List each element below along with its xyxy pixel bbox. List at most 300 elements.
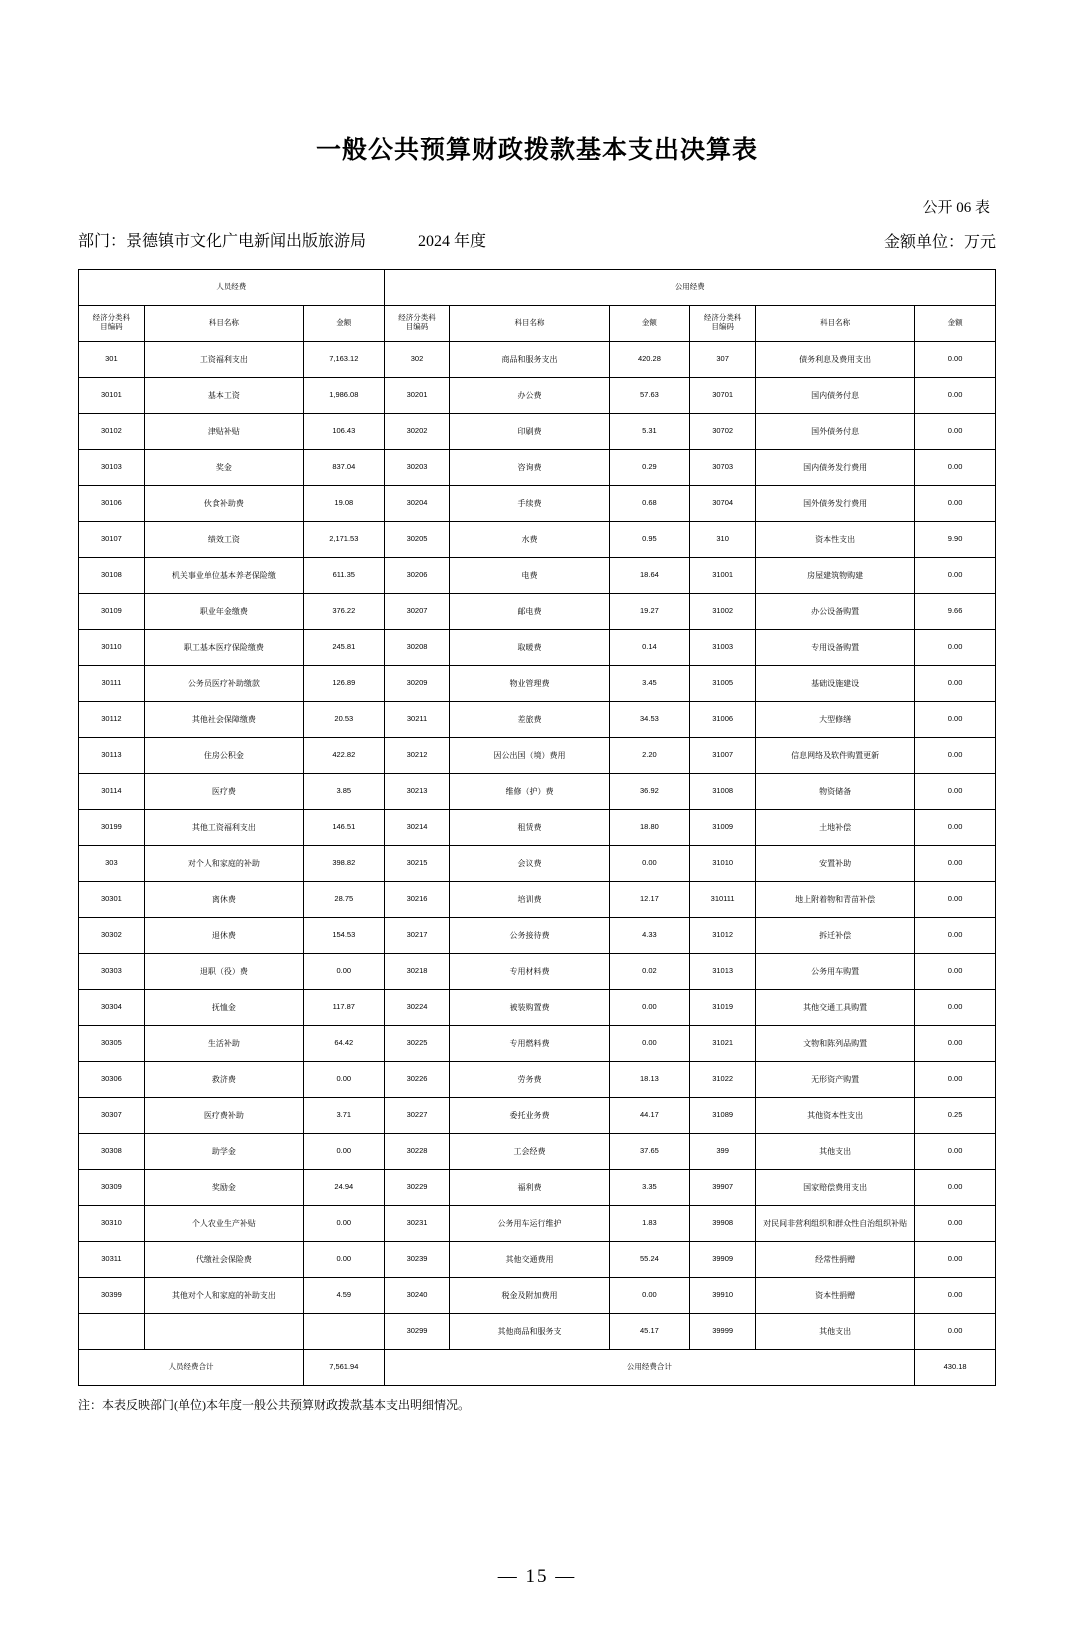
cell-amount-public-b: 0.00	[915, 1313, 996, 1349]
document-meta	[78, 229, 996, 255]
cell-amount-personnel: 28.75	[303, 881, 384, 917]
cell-amount-personnel: 154.53	[303, 917, 384, 953]
cell-amount-public-a: 57.63	[609, 377, 690, 413]
cell-amount-public-a: 5.31	[609, 413, 690, 449]
cell-amount-public-a: 0.02	[609, 953, 690, 989]
cell-amount-public-a: 37.65	[609, 1133, 690, 1169]
cell-amount-public-b: 0.00	[915, 737, 996, 773]
table-row	[79, 1097, 996, 1133]
cell-name-public-a: 被装购置费	[450, 989, 609, 1025]
cell-amount-public-b: 9.66	[915, 593, 996, 629]
cell-code-personnel: 30307	[79, 1097, 145, 1133]
cell-amount-public-b: 0.00	[915, 377, 996, 413]
cell-code-personnel: 30301	[79, 881, 145, 917]
department-name: 景德镇市文化广电新闻出版旅游局	[126, 233, 367, 250]
cell-amount-public-b: 0.00	[915, 701, 996, 737]
cell-code-public-a: 30231	[384, 1205, 450, 1241]
cell-code-public-a: 30208	[384, 629, 450, 665]
cell-amount-personnel: 64.42	[303, 1025, 384, 1061]
cell-amount-public-a: 19.27	[609, 593, 690, 629]
cell-amount-public-b: 0.00	[915, 1205, 996, 1241]
cell-name-personnel: 其他工资福利支出	[144, 809, 303, 845]
cell-name-public-b: 大型修缮	[756, 701, 915, 737]
cell-name-personnel: 津贴补贴	[144, 413, 303, 449]
cell-code-personnel: 30310	[79, 1205, 145, 1241]
table-row	[79, 1061, 996, 1097]
cell-amount-personnel: 422.82	[303, 737, 384, 773]
cell-code-public-b: 31089	[690, 1097, 756, 1133]
cell-name-personnel	[144, 1313, 303, 1349]
cell-code-public-b: 31006	[690, 701, 756, 737]
cell-amount-public-a: 34.53	[609, 701, 690, 737]
amount-unit: 金额单位：万元	[883, 234, 996, 251]
cell-name-personnel: 助学金	[144, 1133, 303, 1169]
cell-name-public-a: 租赁费	[450, 809, 609, 845]
cell-code-personnel: 30311	[79, 1241, 145, 1277]
cell-code-personnel	[79, 1313, 145, 1349]
table-row	[79, 1205, 996, 1241]
cell-amount-personnel: 7,163.12	[303, 341, 384, 377]
cell-code-public-a: 30225	[384, 1025, 450, 1061]
cell-name-personnel: 医疗费	[144, 773, 303, 809]
column-header-row	[79, 305, 996, 341]
cell-amount-personnel: 398.82	[303, 845, 384, 881]
cell-name-public-a: 维修（护）费	[450, 773, 609, 809]
cell-amount-public-a: 2.20	[609, 737, 690, 773]
cell-name-personnel: 基本工资	[144, 377, 303, 413]
cell-code-personnel: 30309	[79, 1169, 145, 1205]
cell-amount-public-b: 0.00	[915, 845, 996, 881]
department-label: 部门：	[78, 233, 127, 250]
cell-code-public-a: 30226	[384, 1061, 450, 1097]
cell-code-public-a: 30206	[384, 557, 450, 593]
cell-name-public-a: 物业管理费	[450, 665, 609, 701]
cell-amount-public-a: 45.17	[609, 1313, 690, 1349]
cell-code-public-b: 31022	[690, 1061, 756, 1097]
col-header-code-2-line2: 目编码	[405, 322, 429, 332]
cell-code-public-a: 30224	[384, 989, 450, 1025]
table-row	[79, 593, 996, 629]
cell-code-public-a: 30214	[384, 809, 450, 845]
cell-amount-public-a: 0.14	[609, 629, 690, 665]
cell-code-public-a: 30201	[384, 377, 450, 413]
group-header-public: 公用经费	[384, 269, 995, 305]
cell-code-personnel: 30108	[79, 557, 145, 593]
col-header-code-1	[79, 305, 145, 341]
cell-amount-personnel: 4.59	[303, 1277, 384, 1313]
cell-amount-public-b: 0.00	[915, 449, 996, 485]
cell-amount-public-b: 0.00	[915, 1133, 996, 1169]
cell-code-personnel: 30306	[79, 1061, 145, 1097]
cell-code-personnel: 30302	[79, 917, 145, 953]
cell-name-public-a: 税金及附加费用	[450, 1277, 609, 1313]
page-number: — 15 —	[497, 1566, 577, 1587]
cell-name-public-b: 其他资本性支出	[756, 1097, 915, 1133]
table-row	[79, 521, 996, 557]
cell-amount-personnel: 0.00	[303, 1133, 384, 1169]
cell-amount-public-b: 0.00	[915, 917, 996, 953]
sheet-number: 公开 06 表	[922, 200, 990, 216]
cell-name-public-b: 对民间非营利组织和群众性自治组织补贴	[756, 1205, 915, 1241]
col-header-name-2: 科目名称	[450, 305, 609, 341]
public-total-label: 公用经费合计	[384, 1349, 915, 1385]
cell-name-public-b: 公务用车购置	[756, 953, 915, 989]
cell-amount-public-a: 0.00	[609, 1025, 690, 1061]
cell-amount-public-b: 0.00	[915, 665, 996, 701]
cell-amount-public-a: 0.00	[609, 989, 690, 1025]
cell-code-public-a: 30209	[384, 665, 450, 701]
cell-name-public-a: 办公费	[450, 377, 609, 413]
cell-amount-public-b: 0.00	[915, 341, 996, 377]
cell-amount-public-b: 0.00	[915, 1241, 996, 1277]
cell-code-personnel: 30199	[79, 809, 145, 845]
document-page	[0, 130, 1074, 1650]
cell-code-public-b: 31019	[690, 989, 756, 1025]
cell-code-personnel: 303	[79, 845, 145, 881]
cell-name-personnel: 其他对个人和家庭的补助支出	[144, 1277, 303, 1313]
cell-name-personnel: 伙食补助费	[144, 485, 303, 521]
cell-name-personnel: 职工基本医疗保险缴费	[144, 629, 303, 665]
group-header-personnel: 人员经费	[79, 269, 385, 305]
cell-amount-personnel: 3.71	[303, 1097, 384, 1133]
col-header-code-2	[384, 305, 450, 341]
cell-code-public-a: 30299	[384, 1313, 450, 1349]
cell-amount-public-a: 0.68	[609, 485, 690, 521]
cell-code-personnel: 301	[79, 341, 145, 377]
budget-table	[78, 269, 996, 1386]
table-row	[79, 1025, 996, 1061]
cell-code-personnel: 30114	[79, 773, 145, 809]
cell-name-public-a: 培训费	[450, 881, 609, 917]
cell-name-personnel: 救济费	[144, 1061, 303, 1097]
cell-amount-public-b: 0.00	[915, 1169, 996, 1205]
cell-amount-personnel: 19.08	[303, 485, 384, 521]
cell-code-public-a: 30205	[384, 521, 450, 557]
cell-amount-public-b: 0.00	[915, 485, 996, 521]
cell-code-public-a: 30227	[384, 1097, 450, 1133]
cell-amount-public-a: 18.13	[609, 1061, 690, 1097]
cell-code-public-b: 399	[690, 1133, 756, 1169]
cell-code-public-b: 31003	[690, 629, 756, 665]
cell-code-public-a: 30204	[384, 485, 450, 521]
cell-code-personnel: 30106	[79, 485, 145, 521]
cell-code-public-b: 31008	[690, 773, 756, 809]
cell-amount-personnel: 126.89	[303, 665, 384, 701]
group-header-row	[79, 269, 996, 305]
cell-amount-public-a: 18.80	[609, 809, 690, 845]
table-row	[79, 1133, 996, 1169]
cell-amount-public-a: 0.95	[609, 521, 690, 557]
col-header-code-2-line1: 经济分类科	[398, 313, 436, 323]
cell-amount-personnel: 0.00	[303, 1061, 384, 1097]
cell-name-public-a: 印刷费	[450, 413, 609, 449]
fiscal-year: 2024 年度	[418, 233, 487, 250]
cell-amount-public-a: 12.17	[609, 881, 690, 917]
cell-name-public-a: 工会经费	[450, 1133, 609, 1169]
cell-amount-public-a: 0.29	[609, 449, 690, 485]
table-note: 注：本表反映部门(单位)本年度一般公共预算财政拨款基本支出明细情况。	[78, 1397, 470, 1412]
cell-amount-personnel	[303, 1313, 384, 1349]
cell-code-public-a: 30215	[384, 845, 450, 881]
cell-code-public-a: 30217	[384, 917, 450, 953]
cell-code-public-b: 31001	[690, 557, 756, 593]
cell-name-public-b: 基础设施建设	[756, 665, 915, 701]
cell-code-personnel: 30110	[79, 629, 145, 665]
cell-code-personnel: 30107	[79, 521, 145, 557]
cell-code-public-a: 30202	[384, 413, 450, 449]
cell-name-public-a: 咨询费	[450, 449, 609, 485]
cell-name-personnel: 公务员医疗补助缴款	[144, 665, 303, 701]
cell-name-public-a: 电费	[450, 557, 609, 593]
col-header-amount-3: 金额	[915, 305, 996, 341]
cell-code-personnel: 30305	[79, 1025, 145, 1061]
cell-name-public-b: 信息网络及软件购置更新	[756, 737, 915, 773]
table-row	[79, 413, 996, 449]
cell-amount-public-b: 0.00	[915, 989, 996, 1025]
cell-name-public-a: 商品和服务支出	[450, 341, 609, 377]
cell-code-public-b: 30701	[690, 377, 756, 413]
cell-amount-personnel: 24.94	[303, 1169, 384, 1205]
table-row	[79, 737, 996, 773]
cell-code-personnel: 30111	[79, 665, 145, 701]
cell-name-public-a: 委托业务费	[450, 1097, 609, 1133]
cell-amount-public-a: 55.24	[609, 1241, 690, 1277]
cell-code-personnel: 30308	[79, 1133, 145, 1169]
cell-code-public-b: 31013	[690, 953, 756, 989]
cell-name-public-b: 土地补偿	[756, 809, 915, 845]
cell-name-public-b: 物资储备	[756, 773, 915, 809]
cell-amount-public-a: 36.92	[609, 773, 690, 809]
cell-name-public-a: 专用燃料费	[450, 1025, 609, 1061]
cell-name-personnel: 职业年金缴费	[144, 593, 303, 629]
cell-name-personnel: 绩效工资	[144, 521, 303, 557]
cell-amount-personnel: 837.04	[303, 449, 384, 485]
cell-code-personnel: 30103	[79, 449, 145, 485]
table-row	[79, 845, 996, 881]
cell-code-public-b: 31005	[690, 665, 756, 701]
cell-amount-public-b: 0.00	[915, 881, 996, 917]
cell-name-public-a: 其他交通费用	[450, 1241, 609, 1277]
cell-name-personnel: 其他社会保障缴费	[144, 701, 303, 737]
cell-amount-personnel: 20.53	[303, 701, 384, 737]
cell-code-public-b: 30703	[690, 449, 756, 485]
cell-amount-personnel: 611.35	[303, 557, 384, 593]
cell-name-personnel: 奖金	[144, 449, 303, 485]
cell-amount-public-b: 0.00	[915, 557, 996, 593]
cell-name-personnel: 工资福利支出	[144, 341, 303, 377]
cell-amount-public-a: 3.35	[609, 1169, 690, 1205]
cell-name-public-b: 文物和陈列品购置	[756, 1025, 915, 1061]
table-row	[79, 377, 996, 413]
cell-code-personnel: 30113	[79, 737, 145, 773]
cell-name-public-b: 专用设备购置	[756, 629, 915, 665]
cell-name-public-b: 国家赔偿费用支出	[756, 1169, 915, 1205]
table-foot	[79, 1349, 996, 1385]
cell-name-public-b: 其他支出	[756, 1313, 915, 1349]
cell-amount-public-a: 4.33	[609, 917, 690, 953]
cell-code-public-b: 39908	[690, 1205, 756, 1241]
page-title: 一般公共预算财政拨款基本支出决算表	[315, 137, 758, 164]
cell-name-personnel: 奖励金	[144, 1169, 303, 1205]
cell-name-personnel: 住房公积金	[144, 737, 303, 773]
cell-name-public-b: 经常性捐赠	[756, 1241, 915, 1277]
cell-code-personnel: 30109	[79, 593, 145, 629]
cell-amount-personnel: 376.22	[303, 593, 384, 629]
cell-amount-personnel: 146.51	[303, 809, 384, 845]
cell-name-public-b: 地上附着物和青苗补偿	[756, 881, 915, 917]
cell-name-public-a: 会议费	[450, 845, 609, 881]
col-header-amount-2: 金额	[609, 305, 690, 341]
cell-code-personnel: 30304	[79, 989, 145, 1025]
cell-name-public-b: 安置补助	[756, 845, 915, 881]
table-row	[79, 773, 996, 809]
cell-code-public-b: 31010	[690, 845, 756, 881]
cell-code-public-a: 30228	[384, 1133, 450, 1169]
cell-amount-public-b: 0.00	[915, 1277, 996, 1313]
cell-name-public-b: 无形资产购置	[756, 1061, 915, 1097]
col-header-code-1-line2: 目编码	[100, 322, 123, 332]
personnel-total-label: 人员经费合计	[79, 1349, 304, 1385]
table-row	[79, 1169, 996, 1205]
cell-name-public-a: 福利费	[450, 1169, 609, 1205]
cell-amount-public-b: 0.00	[915, 1025, 996, 1061]
cell-name-public-b: 国内债务发行费用	[756, 449, 915, 485]
cell-name-public-b: 国内债务付息	[756, 377, 915, 413]
cell-amount-public-b: 9.90	[915, 521, 996, 557]
cell-name-personnel: 退休费	[144, 917, 303, 953]
cell-amount-personnel: 0.00	[303, 1205, 384, 1241]
cell-name-public-a: 水费	[450, 521, 609, 557]
cell-amount-public-b: 0.00	[915, 1061, 996, 1097]
cell-code-public-b: 310	[690, 521, 756, 557]
cell-name-public-b: 国外债务付息	[756, 413, 915, 449]
table-row	[79, 629, 996, 665]
cell-name-public-b: 其他交通工具购置	[756, 989, 915, 1025]
cell-code-public-b: 31007	[690, 737, 756, 773]
cell-code-public-a: 302	[384, 341, 450, 377]
cell-name-public-b: 办公设备购置	[756, 593, 915, 629]
cell-code-public-a: 30229	[384, 1169, 450, 1205]
cell-amount-public-a: 44.17	[609, 1097, 690, 1133]
cell-code-public-b: 30704	[690, 485, 756, 521]
cell-code-public-a: 30212	[384, 737, 450, 773]
cell-amount-public-b: 0.00	[915, 809, 996, 845]
cell-code-personnel: 30303	[79, 953, 145, 989]
cell-code-public-a: 30239	[384, 1241, 450, 1277]
cell-code-public-b: 310111	[690, 881, 756, 917]
cell-name-public-a: 公务接待费	[450, 917, 609, 953]
col-header-code-3-line1: 经济分类科	[703, 313, 742, 323]
cell-code-public-b: 31021	[690, 1025, 756, 1061]
cell-amount-public-a: 1.83	[609, 1205, 690, 1241]
cell-amount-personnel: 245.81	[303, 629, 384, 665]
cell-amount-public-b: 0.00	[915, 413, 996, 449]
personnel-total-amount: 7,561.94	[303, 1349, 384, 1385]
table-row	[79, 1313, 996, 1349]
cell-amount-personnel: 117.87	[303, 989, 384, 1025]
cell-name-personnel: 代缴社会保险费	[144, 1241, 303, 1277]
public-total-amount: 430.18	[915, 1349, 996, 1385]
cell-amount-public-b: 0.00	[915, 629, 996, 665]
cell-code-personnel: 30399	[79, 1277, 145, 1313]
cell-name-public-b: 房屋建筑物购建	[756, 557, 915, 593]
cell-code-public-a: 30218	[384, 953, 450, 989]
cell-amount-personnel: 0.00	[303, 1241, 384, 1277]
table-row	[79, 449, 996, 485]
cell-name-public-a: 其他商品和服务支	[450, 1313, 609, 1349]
cell-name-personnel: 抚恤金	[144, 989, 303, 1025]
cell-code-public-a: 30207	[384, 593, 450, 629]
table-row	[79, 989, 996, 1025]
table-row	[79, 917, 996, 953]
table-row	[79, 341, 996, 377]
cell-name-personnel: 机关事业单位基本养老保险缴	[144, 557, 303, 593]
cell-amount-public-a: 0.00	[609, 1277, 690, 1313]
cell-name-public-b: 拆迁补偿	[756, 917, 915, 953]
table-row	[79, 557, 996, 593]
cell-name-public-b: 其他支出	[756, 1133, 915, 1169]
cell-amount-personnel: 1,986.08	[303, 377, 384, 413]
col-header-code-3	[690, 305, 756, 341]
table-row	[79, 809, 996, 845]
cell-code-personnel: 30112	[79, 701, 145, 737]
table-row	[79, 881, 996, 917]
cell-name-public-a: 取暖费	[450, 629, 609, 665]
cell-amount-public-b: 0.25	[915, 1097, 996, 1133]
cell-code-public-b: 39909	[690, 1241, 756, 1277]
cell-code-public-a: 30211	[384, 701, 450, 737]
cell-amount-public-a: 3.45	[609, 665, 690, 701]
table-row	[79, 665, 996, 701]
table-row	[79, 485, 996, 521]
table-row	[79, 1277, 996, 1313]
cell-name-public-a: 劳务费	[450, 1061, 609, 1097]
cell-amount-public-a: 0.00	[609, 845, 690, 881]
cell-name-public-a: 差旅费	[450, 701, 609, 737]
cell-code-personnel: 30101	[79, 377, 145, 413]
cell-name-public-a: 因公出国（境）费用	[450, 737, 609, 773]
cell-amount-public-a: 18.64	[609, 557, 690, 593]
col-header-name-3: 科目名称	[756, 305, 915, 341]
cell-amount-personnel: 2,171.53	[303, 521, 384, 557]
cell-name-public-a: 手续费	[450, 485, 609, 521]
cell-code-public-b: 31009	[690, 809, 756, 845]
cell-name-public-b: 国外债务发行费用	[756, 485, 915, 521]
cell-code-public-a: 30240	[384, 1277, 450, 1313]
cell-amount-personnel: 106.43	[303, 413, 384, 449]
cell-code-public-b: 31002	[690, 593, 756, 629]
cell-code-public-b: 39910	[690, 1277, 756, 1313]
cell-name-public-b: 资本性捐赠	[756, 1277, 915, 1313]
col-header-amount-1: 金额	[303, 305, 384, 341]
cell-name-personnel: 离休费	[144, 881, 303, 917]
cell-name-personnel: 个人农业生产补贴	[144, 1205, 303, 1241]
cell-name-public-a: 公务用车运行维护	[450, 1205, 609, 1241]
cell-amount-personnel: 3.85	[303, 773, 384, 809]
cell-code-public-b: 307	[690, 341, 756, 377]
table-body	[79, 341, 996, 1349]
cell-name-personnel: 生活补助	[144, 1025, 303, 1061]
cell-amount-personnel: 0.00	[303, 953, 384, 989]
cell-code-public-a: 30203	[384, 449, 450, 485]
table-row	[79, 953, 996, 989]
col-header-name-1: 科目名称	[144, 305, 303, 341]
meta-left	[78, 229, 486, 255]
cell-name-personnel: 对个人和家庭的补助	[144, 845, 303, 881]
cell-name-personnel: 医疗费补助	[144, 1097, 303, 1133]
cell-amount-public-a: 420.28	[609, 341, 690, 377]
cell-amount-public-b: 0.00	[915, 953, 996, 989]
